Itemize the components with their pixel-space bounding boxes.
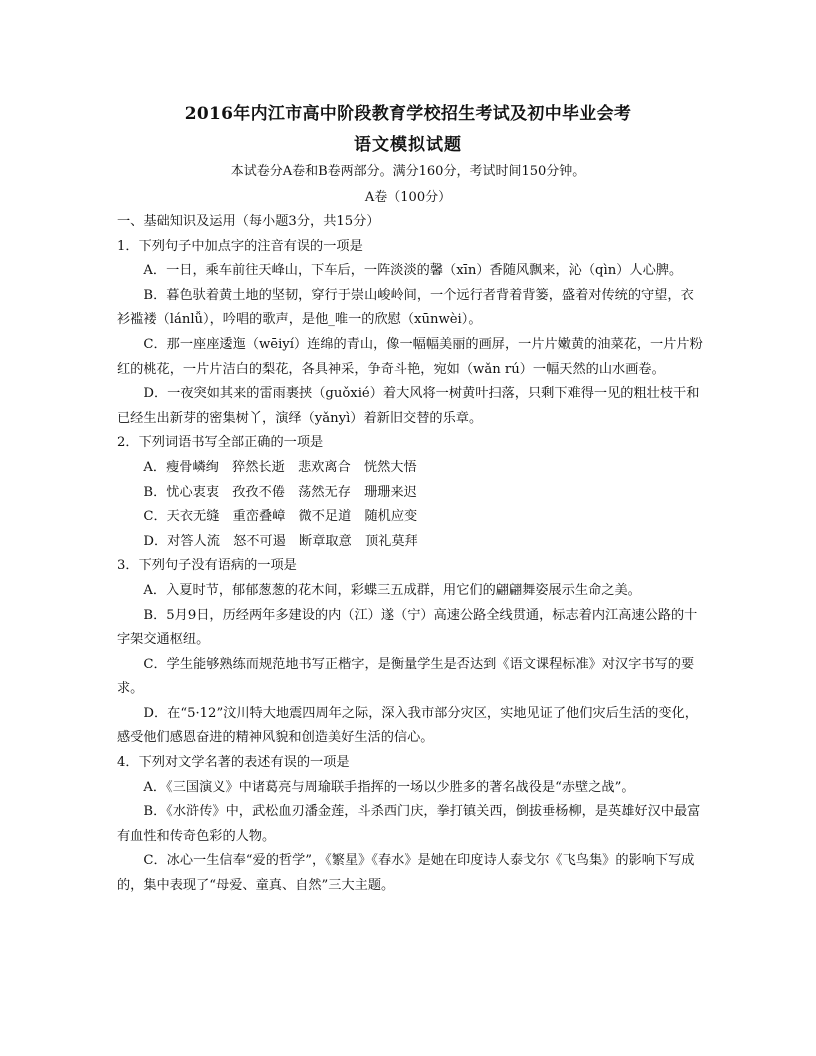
exam-subtitle: 语文模拟试题 — [354, 135, 462, 155]
q2-stem: 2．下列词语书写全部正确的一项是 — [117, 435, 324, 451]
q2-option-d: D．对答人流 怒不可遏 断章取意 顶礼莫拜 — [143, 533, 418, 549]
q4-option-b: B．《水浒传》中，武松血刃潘金莲，斗杀西门庆，拳打镇关西，倒拔垂杨柳，是英雄好汉中最富有血性和传奇色彩的人物。 — [117, 804, 701, 844]
q1-option-b: B．暮色驮着黄土地的坚韧，穿行于崇山峻岭间，一个远行者背着背篓，盛着对传统的守望，衣衫褴褛（lánlǚ），吟唱的歌声，是他_唯一的欣慰（xūnwèi）。 — [117, 287, 694, 328]
q4-option-c: C．冰心一生信奉“爱的哲学”，《繁星》《春水》是她在印度诗人泰戈尔《飞鸟集》的影响下写成的，集中表现了“母爱、童真、自然”三大主题。 — [117, 853, 695, 894]
q4-stem: 4．下列对文学名著的表述有误的一项是 — [117, 755, 350, 771]
part1-heading: 一、基础知识及运用（每小题3分，共15分） — [117, 214, 380, 229]
q1-option-a: A．一日，乘车前往天峰山，下车后，一阵淡淡的馨（xīn）香随风飘来，沁（qìn）人心脾。 — [143, 263, 683, 279]
q1-option-c: C．那一座座逶迤（wēiyí）连绵的青山，像一幅幅美丽的画屏，一片片嫩黄的油菜花，一片片粉红的桃花，一片片洁白的梨花，各具神采，争奇斗艳，宛如（wǎn rú）一幅天然的山水画卷。 — [117, 336, 703, 377]
q4-option-a: A．《三国演义》中诸葛亮与周瑜联手指挥的一场以少胜多的著名战役是“赤壁之战”。 — [143, 779, 635, 795]
q2-option-b: B．忧心衷衷 孜孜不倦 荡然无存 珊珊来迟 — [143, 484, 417, 500]
q1-option-d: D．一夜突如其来的雷雨裹挟（guǒxié）着大风将一树黄叶扫落，只剩下难得一见的粗壮枝干和已经生出新芽的密集树丫，演绎（yǎnyì）着新旧交替的乐章。 — [117, 386, 700, 426]
q1-stem: 1．下列句子中加点字的注音有误的一项是 — [117, 238, 363, 254]
exam-info: 本试卷分A卷和B卷两部分。满分160分，考试时间150分钟。 — [230, 164, 586, 179]
q2-option-a: A．瘦骨嶙绚 猝然长逝 悲欢离合 恍然大悟 — [143, 459, 417, 475]
q3-stem: 3．下列句子没有语病的一项是 — [117, 558, 297, 574]
q2-option-c: C．天衣无缝 重峦叠嶂 微不足道 随机应变 — [143, 509, 418, 525]
section-a-heading: A卷（100分） — [364, 190, 452, 205]
q3-option-c: C．学生能够熟练而规范地书写正楷字，是衡量学生是否达到《语文课程标准》对汉字书写的要求。 — [117, 656, 695, 697]
q3-option-a: A．入夏时节，郁郁葱葱的花木间，彩蝶三五成群，用它们的翩翩舞姿展示生命之美。 — [143, 582, 641, 598]
exam-title: 2016年内江市高中阶段教育学校招生考试及初中毕业会考 — [184, 104, 632, 124]
q3-option-b: B．5月9日，历经两年多建设的内（江）遂（宁）高速公路全线贯通，标志着内江高速公路的十字架交通枢纽。 — [117, 607, 698, 648]
q3-option-d: D．在“5·12”汶川特大地震四周年之际，深入我市部分灾区，实地见证了他们灾后生活的变化，感受他们感恩奋进的精神风貌和创造美好生活的信心。 — [117, 705, 698, 746]
exam-body — [117, 210, 703, 899]
